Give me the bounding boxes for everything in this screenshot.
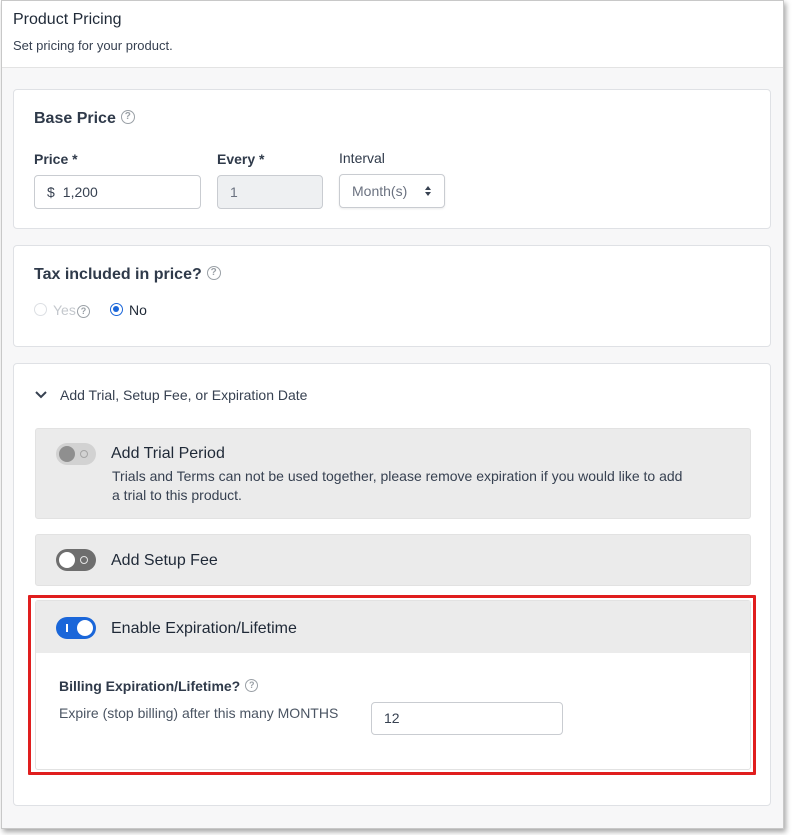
toggle-off-mark [80, 556, 88, 564]
page-header [2, 1, 783, 68]
interval-select[interactable] [339, 174, 445, 208]
tax-yes-radio[interactable] [34, 303, 47, 316]
help-icon[interactable]: ? [245, 679, 258, 692]
every-input[interactable]: 1 [217, 175, 323, 209]
months-input[interactable]: 12 [371, 702, 563, 735]
help-icon[interactable]: ? [77, 305, 90, 318]
highlight-box [28, 595, 756, 775]
sort-icon [424, 184, 432, 198]
base-price-title: Base Price [34, 110, 116, 127]
price-value: 1,200 [62, 184, 98, 200]
expiration-title: Enable Expiration/Lifetime [111, 620, 297, 637]
base-price-card [13, 89, 771, 229]
setup-fee-toggle[interactable] [56, 549, 96, 571]
extras-expander-label[interactable]: Add Trial, Setup Fee, or Expiration Date [60, 387, 308, 403]
tax-no-radio[interactable] [110, 303, 123, 316]
toggle-knob [59, 552, 75, 568]
base-price-heading [34, 110, 135, 128]
tax-card [13, 245, 771, 347]
price-input[interactable] [34, 175, 201, 209]
page-title: Product Pricing [13, 11, 122, 28]
help-icon[interactable]: ? [121, 110, 135, 124]
toggle-off-mark [80, 450, 88, 458]
months-label: Expire (stop billing) after this many MONTHS [59, 705, 339, 721]
price-label: Price * [34, 151, 78, 167]
trial-toggle[interactable] [56, 443, 96, 465]
every-label: Every * [217, 151, 265, 167]
help-icon[interactable]: ? [207, 266, 221, 280]
tax-title: Tax included in price? [34, 266, 202, 283]
setup-fee-panel [35, 534, 751, 586]
toggle-knob [59, 446, 75, 462]
billing-expiration-label: Billing Expiration/Lifetime? [59, 678, 241, 694]
trial-description-line2: a trial to this product. [112, 487, 242, 503]
trial-description-line1: Trials and Terms can not be used together, please remove expiration if you would like to add [112, 468, 683, 484]
tax-no-label: No [129, 302, 147, 318]
currency-symbol: $ [47, 184, 55, 200]
interval-label: Interval [339, 150, 385, 166]
page-subtitle: Set pricing for your product. [13, 38, 173, 53]
trial-title: Add Trial Period [111, 445, 225, 462]
interval-value: Month(s) [352, 183, 408, 199]
tax-yes-label: Yes [53, 302, 76, 318]
setup-fee-title: Add Setup Fee [111, 552, 218, 569]
trial-panel [35, 428, 751, 519]
chevron-down-icon[interactable] [35, 391, 47, 399]
tax-heading [34, 266, 221, 284]
